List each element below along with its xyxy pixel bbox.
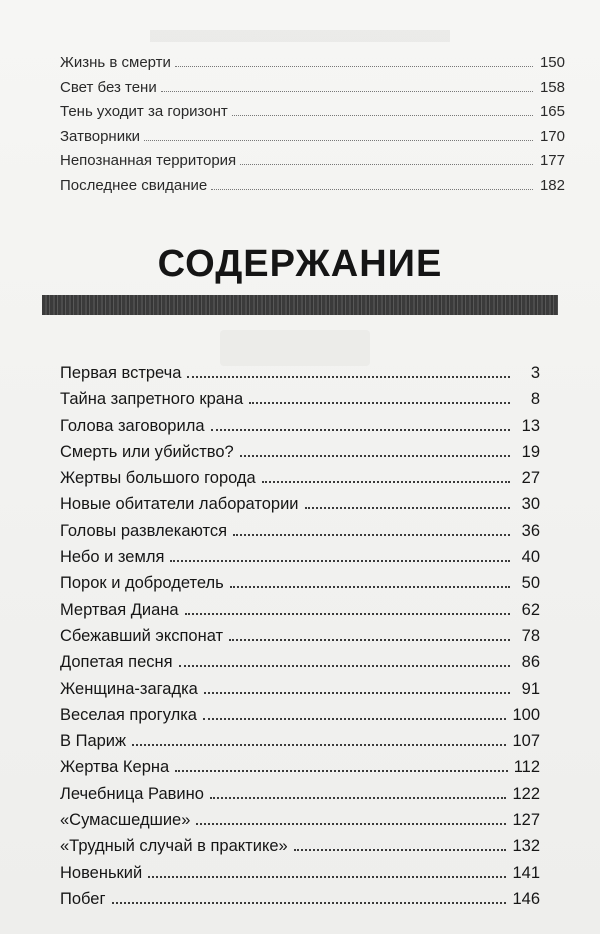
previous-toc-remnant — [60, 54, 565, 201]
dot-leader — [230, 586, 510, 588]
toc-entry[interactable] — [60, 469, 540, 495]
toc-entry[interactable] — [60, 417, 540, 443]
dot-leader — [170, 560, 510, 562]
toc-entry-page: 146 — [512, 889, 540, 908]
toc-entry-page: 36 — [521, 521, 540, 540]
dot-leader — [262, 481, 510, 483]
toc-entry-title: Тайна запретного крана — [60, 390, 244, 409]
toc-entry-title: Новые обитатели лаборатории — [60, 495, 299, 514]
dot-leader — [187, 376, 510, 378]
toc-entry-page: 40 — [521, 548, 540, 567]
toc-entry-page: 141 — [512, 863, 540, 882]
prev-toc-page: 177 — [539, 152, 565, 169]
toc-entry-title: Лечебница Равино — [60, 784, 204, 803]
toc-entry-page: 62 — [521, 600, 540, 619]
toc-entry-title: Небо и земля — [60, 548, 165, 567]
dot-leader — [249, 402, 510, 404]
dot-leader — [112, 902, 507, 904]
toc-entry[interactable] — [60, 390, 540, 416]
prev-toc-page: 165 — [539, 103, 565, 120]
prev-toc-title: Свет без тени — [60, 78, 157, 96]
dot-leader — [229, 639, 510, 641]
toc-entry[interactable] — [60, 680, 540, 706]
toc-entry[interactable] — [60, 837, 540, 863]
toc-entry-page: 3 — [530, 364, 540, 382]
dot-leader — [185, 613, 510, 615]
toc-entry-title: Жертва Керна — [60, 758, 170, 777]
toc-entry[interactable] — [60, 785, 540, 811]
bleed-through-mark — [220, 330, 370, 366]
toc-entry-page: 107 — [512, 732, 540, 751]
toc-entry-page: 13 — [521, 416, 540, 435]
dot-leader — [196, 823, 506, 825]
toc-entry[interactable] — [60, 601, 540, 627]
toc-entry[interactable] — [60, 732, 540, 758]
toc-entry-title: Порок и добродетель — [60, 574, 224, 593]
dot-leader — [132, 744, 506, 746]
toc-entry-title: «Трудный случай в практике» — [60, 837, 288, 856]
toc-entry[interactable] — [60, 574, 540, 600]
toc-entry-page: 91 — [521, 679, 540, 698]
toc-entry[interactable] — [60, 758, 540, 784]
toc-entry-page: 50 — [521, 574, 540, 593]
toc-entry[interactable] — [60, 706, 540, 732]
prev-toc-page: 182 — [539, 176, 565, 194]
dot-leader — [204, 692, 510, 694]
prev-toc-page: 158 — [539, 78, 565, 96]
toc-entry[interactable] — [60, 522, 540, 548]
prev-toc-title: Затворники — [60, 127, 141, 145]
toc-entry-page: 122 — [512, 784, 540, 803]
toc-entry-title: Голова заговорила — [60, 416, 205, 435]
toc-entry-page: 19 — [521, 442, 540, 461]
prev-toc-row — [60, 152, 565, 177]
dot-leader — [211, 189, 533, 190]
toc-entry-page: 86 — [521, 653, 540, 672]
toc-entry-title: В Париж — [60, 732, 127, 751]
dot-leader — [294, 849, 507, 851]
table-of-contents — [60, 364, 540, 916]
dot-leader — [144, 140, 533, 141]
toc-entry-title: Новенький — [60, 863, 143, 882]
dot-leader — [305, 507, 510, 509]
dot-leader — [148, 876, 506, 878]
toc-entry[interactable] — [60, 811, 540, 837]
dot-leader — [240, 164, 533, 165]
toc-entry-title: Мертвая Диана — [60, 600, 179, 619]
toc-entry-title: Смерть или убийство? — [60, 442, 234, 461]
prev-toc-title: Тень уходит за горизонт — [60, 103, 228, 120]
toc-entry-title: Веселая прогулка — [60, 705, 197, 724]
dot-leader — [175, 66, 533, 67]
prev-toc-page: 170 — [539, 127, 565, 145]
page-title: СОДЕРЖАНИЕ — [157, 243, 443, 286]
prev-toc-title: Жизнь в смерти — [60, 54, 171, 71]
toc-entry-page: 78 — [521, 626, 540, 645]
dot-leader — [203, 718, 507, 720]
prev-toc-row — [60, 177, 565, 202]
toc-entry-title: Жертвы большого города — [60, 469, 256, 488]
toc-entry-title: Побег — [60, 889, 106, 908]
dot-leader — [210, 797, 507, 799]
toc-entry-title: Первая встреча — [60, 364, 182, 382]
prev-toc-row — [60, 103, 565, 128]
prev-toc-row — [60, 128, 565, 153]
toc-entry[interactable] — [60, 364, 540, 390]
toc-entry-page: 100 — [512, 705, 540, 724]
prev-toc-title: Непознанная территория — [60, 152, 237, 169]
decorative-rule — [42, 295, 558, 315]
toc-entry-title: Сбежавший экспонат — [60, 626, 224, 645]
toc-entry-page: 8 — [530, 390, 540, 409]
toc-entry[interactable] — [60, 548, 540, 574]
dot-leader — [240, 455, 510, 457]
toc-entry[interactable] — [60, 864, 540, 890]
toc-entry[interactable] — [60, 627, 540, 653]
toc-entry[interactable] — [60, 443, 540, 469]
prev-toc-title: Последнее свидание — [60, 176, 208, 194]
dot-leader — [179, 665, 510, 667]
dot-leader — [161, 91, 533, 92]
toc-entry-page: 112 — [513, 758, 540, 777]
bleed-through-mark — [150, 30, 450, 42]
dot-leader — [211, 429, 510, 431]
toc-entry-page: 27 — [521, 469, 540, 488]
dot-leader — [233, 534, 510, 536]
toc-entry-page: 30 — [521, 495, 540, 514]
toc-entry-title: Головы развлекаются — [60, 521, 228, 540]
toc-entry-title: Допетая песня — [60, 653, 173, 672]
dot-leader — [175, 770, 508, 772]
prev-toc-row — [60, 79, 565, 104]
toc-entry-page: 127 — [512, 811, 540, 830]
prev-toc-row — [60, 54, 565, 79]
dot-leader — [232, 115, 533, 116]
toc-entry[interactable] — [60, 890, 540, 916]
prev-toc-page: 150 — [539, 54, 565, 71]
toc-entry-page: 132 — [512, 837, 540, 856]
toc-entry[interactable] — [60, 653, 540, 679]
toc-entry-title: Женщина-загадка — [60, 679, 198, 698]
toc-entry[interactable] — [60, 495, 540, 521]
toc-entry-title: «Сумасшедшие» — [60, 811, 191, 830]
